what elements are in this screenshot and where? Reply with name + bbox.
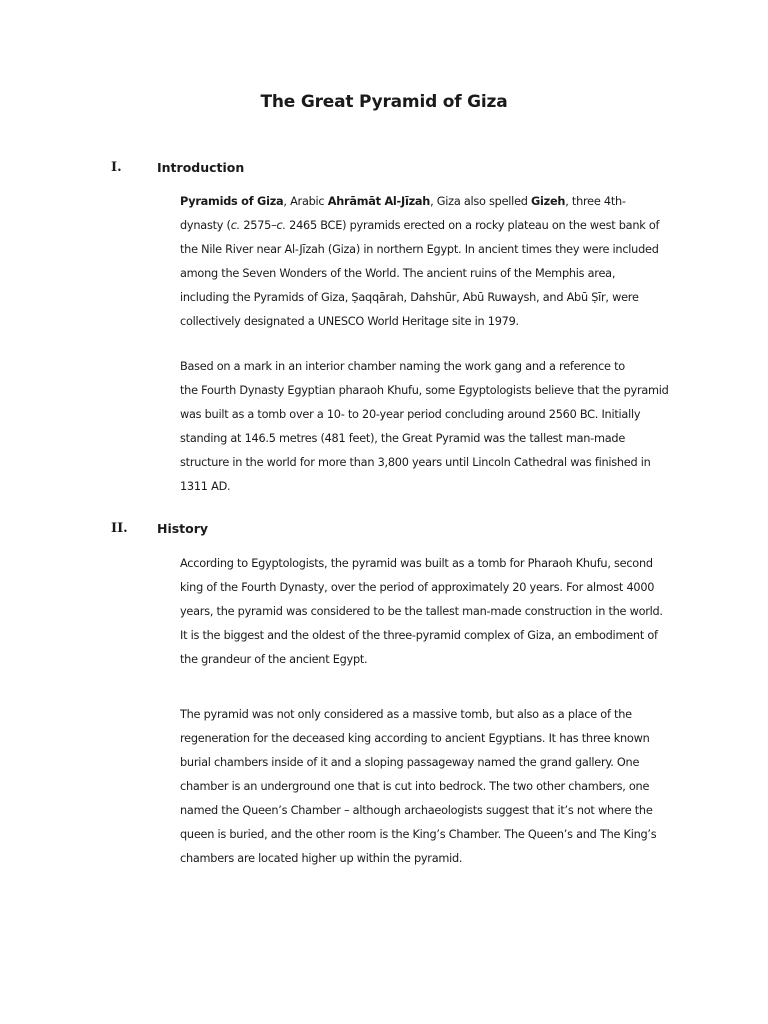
paragraph-line: 1311 AD.: [180, 480, 231, 493]
italic-term: c.: [230, 219, 241, 232]
bold-term: Gizeh: [531, 195, 566, 208]
paragraph-line: structure in the world for more than 3,800 years until Lincoln Cathedral was finished in: [180, 456, 651, 469]
paragraph-line: the grandeur of the ancient Egypt.: [180, 653, 368, 666]
intro-paragraph-1: [180, 190, 680, 334]
intro-paragraph-2: [180, 355, 680, 499]
paragraph-line: Based on a mark in an interior chamber naming the work gang and a reference to: [180, 360, 625, 373]
paragraph-line: regeneration for the deceased king according to ancient Egyptians. It has three known: [180, 732, 650, 745]
paragraph-line: The pyramid was not only considered as a massive tomb, but also as a place of the: [180, 708, 632, 721]
text-run: , Arabic: [283, 195, 328, 208]
text-run: , three 4th-: [565, 195, 626, 208]
paragraph-line: was built as a tomb over a 10- to 20-year period concluding around 2560 BC. Initially: [180, 408, 641, 421]
paragraph-line: [180, 190, 680, 214]
text-run: , Giza also spelled: [430, 195, 532, 208]
text-run: 2465 BCE) pyramids erected on a rocky plateau on the west bank of: [285, 219, 660, 232]
paragraph-line: queen is buried, and the other room is the King’s Chamber. The Queen’s and The King’s: [180, 828, 657, 841]
paragraph-line: including the Pyramids of Giza, Ṣaqqārah, Dahshūr, Abū Ruwaysh, and Abū Ṣīr, were: [180, 291, 639, 304]
paragraph-line: chambers are located higher up within the pyramid.: [180, 852, 463, 865]
italic-term: c.: [276, 219, 286, 232]
bold-term: Ahrāmāt Al-Jīzah: [327, 195, 431, 208]
section-title: History: [157, 521, 209, 536]
paragraph-line: king of the Fourth Dynasty, over the period of approximately 20 years. For almost 4000: [180, 581, 655, 594]
paragraph-line: the Fourth Dynasty Egyptian pharaoh Khufu, some Egyptologists believe that the pyramid: [180, 384, 669, 397]
paragraph-line: It is the biggest and the oldest of the three-pyramid complex of Giza, an embodiment of: [180, 629, 658, 642]
paragraph-line: According to Egyptologists, the pyramid was built as a tomb for Pharaoh Khufu, second: [180, 557, 653, 570]
history-paragraph-1: [180, 552, 680, 672]
paragraph-line: standing at 146.5 metres (481 feet), the Great Pyramid was the tallest man-made: [180, 432, 626, 445]
text-run: 2575–: [240, 219, 277, 232]
document-title: The Great Pyramid of Giza: [260, 92, 508, 112]
text-run: dynasty (: [180, 219, 231, 232]
paragraph-line: years, the pyramid was considered to be the tallest man-made construction in the world.: [180, 605, 663, 618]
paragraph-line: [180, 214, 680, 238]
paragraph-line: collectively designated a UNESCO World Heritage site in 1979.: [180, 315, 519, 328]
section-number: II.: [111, 521, 128, 536]
bold-term: Pyramids of Giza: [180, 195, 284, 208]
paragraph-line: burial chambers inside of it and a sloping passageway named the grand gallery. One: [180, 756, 640, 769]
section-title: Introduction: [157, 160, 245, 175]
paragraph-line: the Nile River near Al-Jīzah (Giza) in northern Egypt. In ancient times they were included: [180, 243, 659, 256]
paragraph-line: chamber is an underground one that is cut into bedrock. The two other chambers, one: [180, 780, 650, 793]
section-heading-introduction: [0, 160, 768, 180]
section-heading-history: [0, 521, 768, 541]
history-paragraph-2: [180, 703, 680, 871]
paragraph-line: named the Queen’s Chamber – although archaeologists suggest that it’s not where the: [180, 804, 653, 817]
paragraph-line: among the Seven Wonders of the World. The ancient ruins of the Memphis area,: [180, 267, 616, 280]
section-number: I.: [111, 160, 122, 175]
